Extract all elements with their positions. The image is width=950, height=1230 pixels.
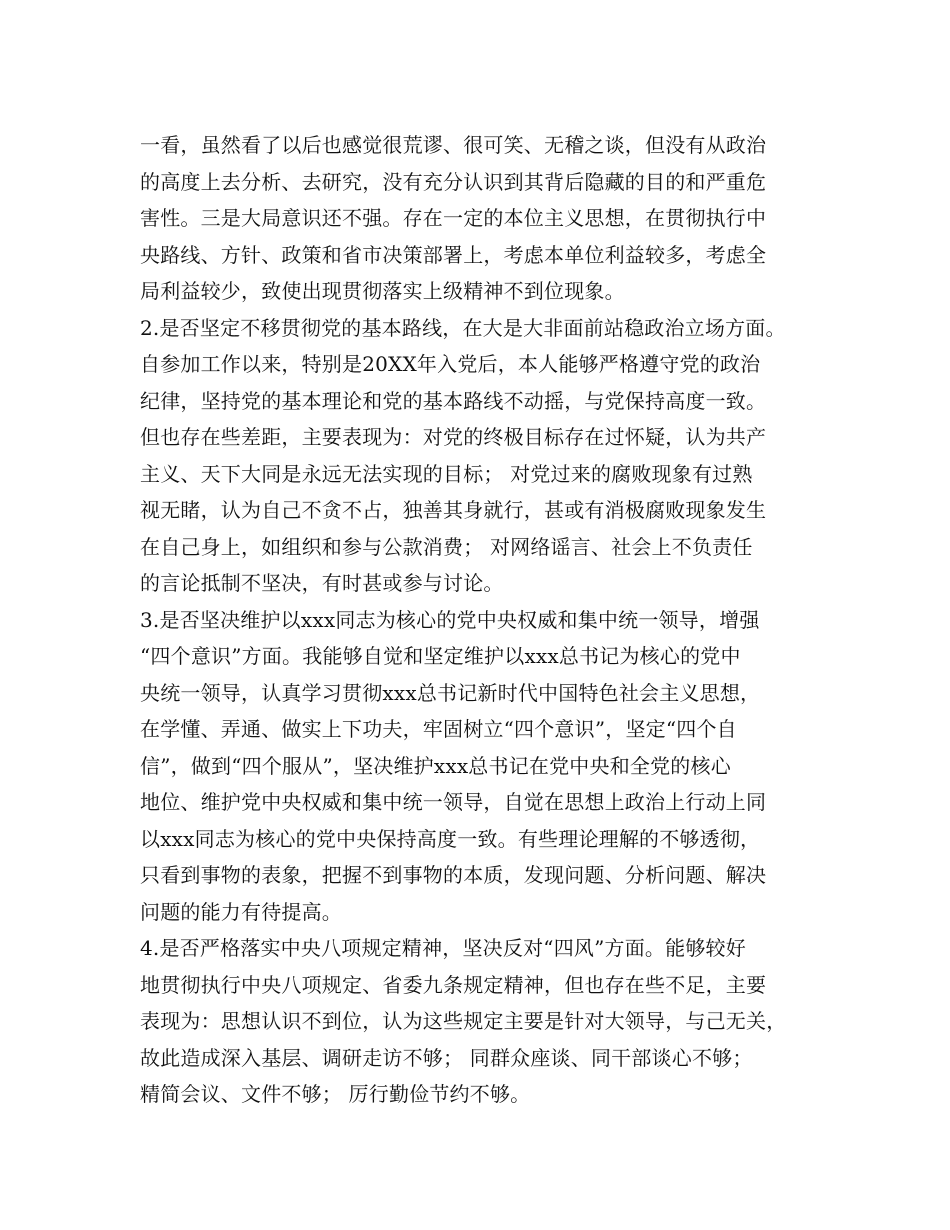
text-line: 在学懂、弄通、做实上下功夫，牢固树立“四个意识”，坚定“四个自	[140, 717, 737, 741]
text-line: 问题的能力有待提高。	[140, 899, 342, 924]
text-line: 央路线、方针、政策和省市决策部署上，考虑本单位利益较多，考虑全	[140, 242, 767, 267]
text-line: 自参加工作以来，特别是20XX年入党后，本人能够严格遵守党的政治	[140, 352, 761, 376]
text-line: 害性。三是大局意识还不强。存在一定的本位主义思想，在贯彻执行中	[140, 206, 767, 230]
text-line: 故此造成深入基层、调研走访不够； 同群众座谈、同干部谈心不够；	[140, 1045, 753, 1070]
text-line: 信”，做到“四个服从”，坚决维护xxx总书记在党中央和全党的核心	[140, 753, 731, 778]
text-line: 主义、天下大同是永远无法实现的目标； 对党过来的腐败现象有过熟	[140, 461, 753, 486]
text-line: 视无睹，认为自己不贪不占，独善其身就行，甚或有消极腐败现象发生	[140, 498, 767, 522]
text-line: 地贯彻执行中央八项规定、省委九条规定精神，但也存在些不足，主要	[140, 972, 767, 997]
text-line: 的高度上去分析、去研究，没有充分认识到其背后隐藏的目的和严重危	[140, 169, 767, 194]
text-line: 只看到事物的表象，把握不到事物的本质，发现问题、分析问题、解决	[140, 863, 767, 887]
document-body	[140, 127, 830, 1113]
text-line: 地位、维护党中央权威和集中统一领导，自觉在思想上政治上行动上同	[140, 790, 767, 814]
text-line: 但也存在些差距，主要表现为：对党的终极目标存在过怀疑，认为共产	[140, 425, 767, 449]
text-line: 在自己身上，如组织和参与公款消费； 对网络谣言、社会上不负责任	[140, 534, 753, 559]
text-line: 央统一领导，认真学习贯彻xxx总书记新时代中国特色社会主义思想，	[140, 680, 761, 705]
text-line: “四个意识”方面。我能够自觉和坚定维护以xxx总书记为核心的党中	[140, 644, 741, 668]
text-line: 一看，虽然看了以后也感觉很荒谬、很可笑、无稽之谈，但没有从政治	[140, 133, 767, 157]
section-heading-3: 3.是否坚决维护以xxx同志为核心的党中央权威和集中统一领导，增强	[140, 607, 760, 632]
section-heading-4: 4.是否严格落实中央八项规定精神，坚决反对“四风”方面。能够较好	[140, 936, 746, 960]
text-line: 局利益较少，致使出现贯彻落实上级精神不到位现象。	[140, 279, 625, 303]
text-line: 精简会议、文件不够； 厉行勤俭节约不够。	[140, 1082, 531, 1106]
text-line: 以xxx同志为核心的党中央保持高度一致。有些理论理解的不够透彻，	[140, 826, 761, 851]
text-line: 纪律，坚持党的基本理论和党的基本路线不动摇，与党保持高度一致。	[140, 388, 767, 413]
text-line: 的言论抵制不坚决，有时甚或参与讨论。	[140, 571, 504, 595]
text-line: 表现为：思想认识不到位，认为这些规定主要是针对大领导，与己无关，	[140, 1009, 787, 1033]
section-heading-2: 2.是否坚定不移贯彻党的基本路线，在大是大非面前站稳政治立场方面。	[140, 315, 786, 340]
